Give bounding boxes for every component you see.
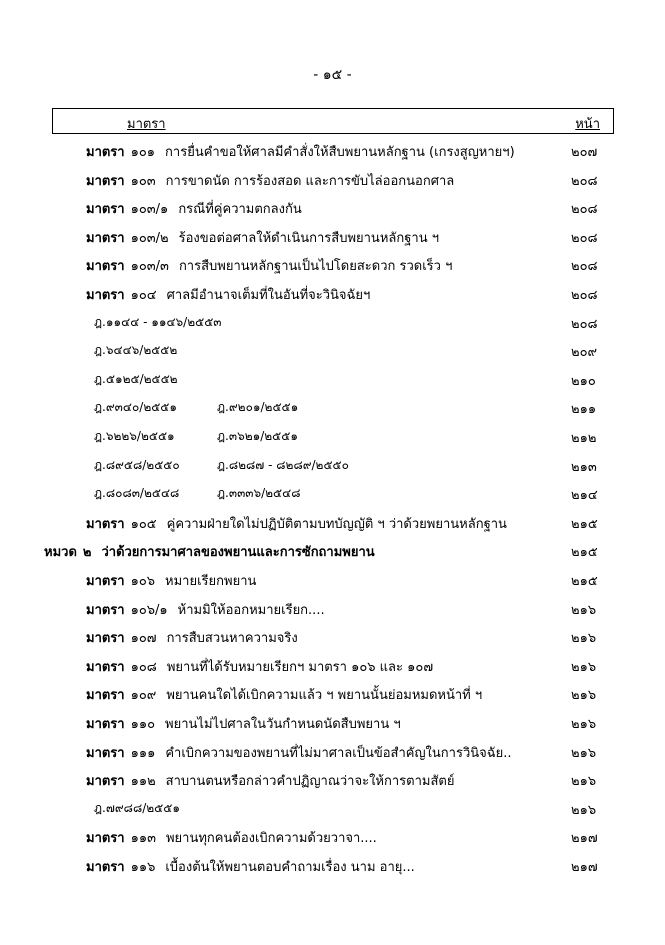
article-title: กรณีที่คู่ความตกลงกัน <box>178 202 302 217</box>
page-ref: ๒๐๘ <box>571 174 598 189</box>
article-number: ๑๐๔ <box>130 288 157 303</box>
article-number: ๑๑๓ <box>130 831 156 846</box>
article-title: การสืบพยานหลักฐานเป็นไปโดยสะดวก รวดเร็ว ฯ <box>178 259 453 274</box>
page-ref: ๒๑๓ <box>571 460 597 475</box>
case-row <box>0 313 665 341</box>
entry <box>86 684 482 705</box>
section-row <box>0 541 665 569</box>
toc-header <box>52 108 614 134</box>
page-ref: ๒๑๗ <box>571 831 598 846</box>
article-label: มาตรา <box>86 517 125 532</box>
case-row <box>0 341 665 369</box>
entry <box>94 370 178 389</box>
case-reference: ฎ.๑๑๔๔ - ๑๑๔๖/๒๕๕๓ <box>94 315 222 329</box>
case-row <box>0 398 665 426</box>
article-label: มาตรา <box>86 259 125 274</box>
entry <box>86 255 452 276</box>
page-ref: ๒๑๖ <box>571 746 597 761</box>
entry <box>86 141 515 162</box>
article-title: ร้องขอต่อศาลให้ดำเนินการสืบพยานหลักฐาน ฯ <box>178 231 440 246</box>
article-label: มาตรา <box>86 660 125 675</box>
article-label: มาตรา <box>86 831 125 846</box>
article-number: ๑๐๓/๑ <box>130 202 169 217</box>
entry <box>86 513 507 534</box>
page-ref: ๒๑๕ <box>571 545 598 560</box>
article-number: ๑๑๑ <box>130 746 156 761</box>
article-title: คำเบิกความของพยานที่ไม่มาศาลเป็นข้อสำคัญในการวินิจฉัย.. <box>165 746 512 761</box>
page-ref: ๒๐๘ <box>571 202 598 217</box>
page-ref: ๒๑๐ <box>571 374 596 389</box>
page-ref: ๒๑๑ <box>571 402 597 417</box>
case-reference: ฎ.๓๓๓๖/๒๕๔๘ <box>217 486 301 500</box>
article-row <box>0 856 665 884</box>
case-reference: ฎ.๖๔๔๖/๒๕๕๒ <box>94 343 178 357</box>
page-ref: ๒๑๕ <box>571 574 598 589</box>
page-ref: ๒๑๖ <box>571 603 597 618</box>
entry <box>86 713 401 734</box>
article-row <box>0 570 665 598</box>
article-row <box>0 656 665 684</box>
page-ref: ๒๑๗ <box>571 860 598 875</box>
page-ref: ๒๐๙ <box>571 345 598 360</box>
article-row <box>0 770 665 798</box>
article-number: ๑๑๐ <box>130 717 156 732</box>
article-number: ๑๑๖ <box>130 860 156 875</box>
entry <box>86 170 454 191</box>
entry <box>94 484 301 503</box>
article-label: มาตรา <box>86 145 125 160</box>
article-row <box>0 827 665 855</box>
case-row <box>0 799 665 827</box>
article-title: เบื้องต้นให้พยานตอบคำถามเรื่อง นาม อายุ... <box>165 860 415 875</box>
entry <box>94 427 298 446</box>
entry <box>86 599 325 620</box>
entry <box>94 313 221 332</box>
page-ref: ๒๐๘ <box>571 259 598 274</box>
page-ref: ๒๐๘ <box>571 317 598 332</box>
entry <box>86 656 433 677</box>
page-ref: ๒๑๖ <box>571 774 597 789</box>
page-number: - ๑๕ - <box>313 67 352 83</box>
article-label: มาตรา <box>86 174 125 189</box>
article-row <box>0 627 665 655</box>
case-reference: ฎ.๘๒๘๗ - ๘๒๘๙/๒๕๕๐ <box>217 458 349 472</box>
header-article-label: มาตรา <box>127 117 166 132</box>
article-number: ๑๐๗ <box>130 631 157 646</box>
article-row <box>0 227 665 255</box>
article-number: ๒ <box>82 545 92 560</box>
entry <box>86 198 302 219</box>
article-row <box>0 599 665 627</box>
entry <box>86 570 256 591</box>
page-ref: ๒๑๒ <box>571 431 597 446</box>
article-label: มาตรา <box>86 574 125 589</box>
article-title: ห้ามมิให้ออกหมายเรียก.... <box>177 603 325 618</box>
page-ref: ๒๐๘ <box>571 288 598 303</box>
page-ref: ๒๑๔ <box>571 488 598 503</box>
entry <box>86 856 415 877</box>
article-label: มาตรา <box>86 288 125 303</box>
article-label: มาตรา <box>86 717 125 732</box>
article-label: มาตรา <box>86 688 125 703</box>
case-row <box>0 456 665 484</box>
article-label: มาตรา <box>86 746 125 761</box>
case-row <box>0 370 665 398</box>
article-title: ศาลมีอำนาจเต็มที่ในอันที่จะวินิจฉัยฯ <box>166 288 371 303</box>
article-title: พยานที่ได้รับหมายเรียกฯ มาตรา ๑๐๖ และ ๑๐๗ <box>166 660 434 675</box>
article-label: มาตรา <box>86 603 125 618</box>
article-number: ๑๐๓/๒ <box>130 231 169 246</box>
case-reference: ฎ.๘๐๘๓/๒๕๔๘ <box>94 486 180 500</box>
article-row <box>0 742 665 770</box>
article-row <box>0 255 665 283</box>
article-label: มาตรา <box>86 231 125 246</box>
entry <box>86 770 454 791</box>
article-number: ๑๐๖/๑ <box>130 603 168 618</box>
article-row <box>0 170 665 198</box>
article-row <box>0 713 665 741</box>
header-page-label: หน้า <box>575 117 600 132</box>
article-row <box>0 141 665 169</box>
article-row <box>0 513 665 541</box>
entry <box>86 227 439 248</box>
case-reference: ฎ.๓๖๒๑/๒๕๕๑ <box>217 429 298 443</box>
entry <box>94 341 177 360</box>
page-ref: ๒๑๕ <box>571 517 598 532</box>
article-number: ๑๐๓ <box>130 174 156 189</box>
entry <box>94 799 180 818</box>
article-number: ๑๐๖ <box>130 574 156 589</box>
article-number: ๑๑๒ <box>130 774 156 789</box>
page-ref: ๒๑๖ <box>571 660 597 675</box>
article-number: ๑๐๕ <box>130 517 157 532</box>
entry <box>86 284 370 305</box>
entry <box>94 398 299 417</box>
article-number: ๑๐๑ <box>130 145 156 160</box>
article-title: พยานไม่ไปศาลในวันกำหนดนัดสืบพยาน ฯ <box>165 717 401 732</box>
article-label: มาตรา <box>86 631 125 646</box>
entry <box>86 627 298 648</box>
article-title: พยานคนใดได้เบิกความแล้ว ฯ พยานนั้นย่อมหมดหน้าที่ ฯ <box>166 688 483 703</box>
case-reference: ฎ.๗๙๘๘/๒๕๕๑ <box>94 801 180 815</box>
entry <box>86 742 511 763</box>
section-label: หมวด <box>44 545 77 560</box>
article-number: ๑๐๘ <box>130 660 157 675</box>
entry <box>44 541 375 562</box>
article-row <box>0 198 665 226</box>
article-label: มาตรา <box>86 860 125 875</box>
page-ref: ๒๐๘ <box>571 231 598 246</box>
page-ref: ๒๑๖ <box>571 717 597 732</box>
article-title: การยื่นคำขอให้ศาลมีคำสั่งให้สืบพยานหลักฐาน (เกรงสูญหายฯ) <box>165 145 515 160</box>
article-label: มาตรา <box>86 774 125 789</box>
article-row <box>0 284 665 312</box>
case-reference: ฎ.๙๒๐๑/๒๕๕๑ <box>217 400 299 414</box>
page-ref: ๒๐๗ <box>571 145 598 160</box>
article-number: ๑๐๙ <box>130 688 157 703</box>
entry <box>94 456 349 475</box>
article-number: ๑๐๓/๓ <box>130 259 169 274</box>
article-title: ว่าด้วยการมาศาลของพยานและการซักถามพยาน <box>101 545 375 560</box>
article-title: การสืบสวนหาความจริง <box>166 631 298 646</box>
article-title: คู่ความฝ่ายใดไม่ปฏิบัติตามบทบัญญัติ ฯ ว่าด้วยพยานหลักฐาน <box>166 517 507 532</box>
case-reference: ฎ.๘๙๕๘/๒๕๕๐ <box>94 458 180 472</box>
case-reference: ฎ.๕๑๒๕/๒๕๕๒ <box>94 372 178 386</box>
article-row <box>0 684 665 712</box>
article-title: สาบานตนหรือกล่าวคำปฏิญาณว่าจะให้การตามสัตย์ <box>165 774 455 789</box>
article-label: มาตรา <box>86 202 125 217</box>
article-title: พยานทุกคนต้องเบิกความด้วยวาจา.... <box>165 831 377 846</box>
page-ref: ๒๑๖ <box>571 631 597 646</box>
page-ref: ๒๑๖ <box>571 803 597 818</box>
entry <box>86 827 377 848</box>
case-row <box>0 427 665 455</box>
case-reference: ฎ.๖๒๒๖/๒๕๕๑ <box>94 429 175 443</box>
article-title: การขาดนัด การร้องสอด และการขับไล่ออกนอกศาล <box>165 174 455 189</box>
case-reference: ฎ.๙๓๔๐/๒๕๕๑ <box>94 400 178 414</box>
page-ref: ๒๑๖ <box>571 688 597 703</box>
case-row <box>0 484 665 512</box>
article-title: หมายเรียกพยาน <box>165 574 257 589</box>
